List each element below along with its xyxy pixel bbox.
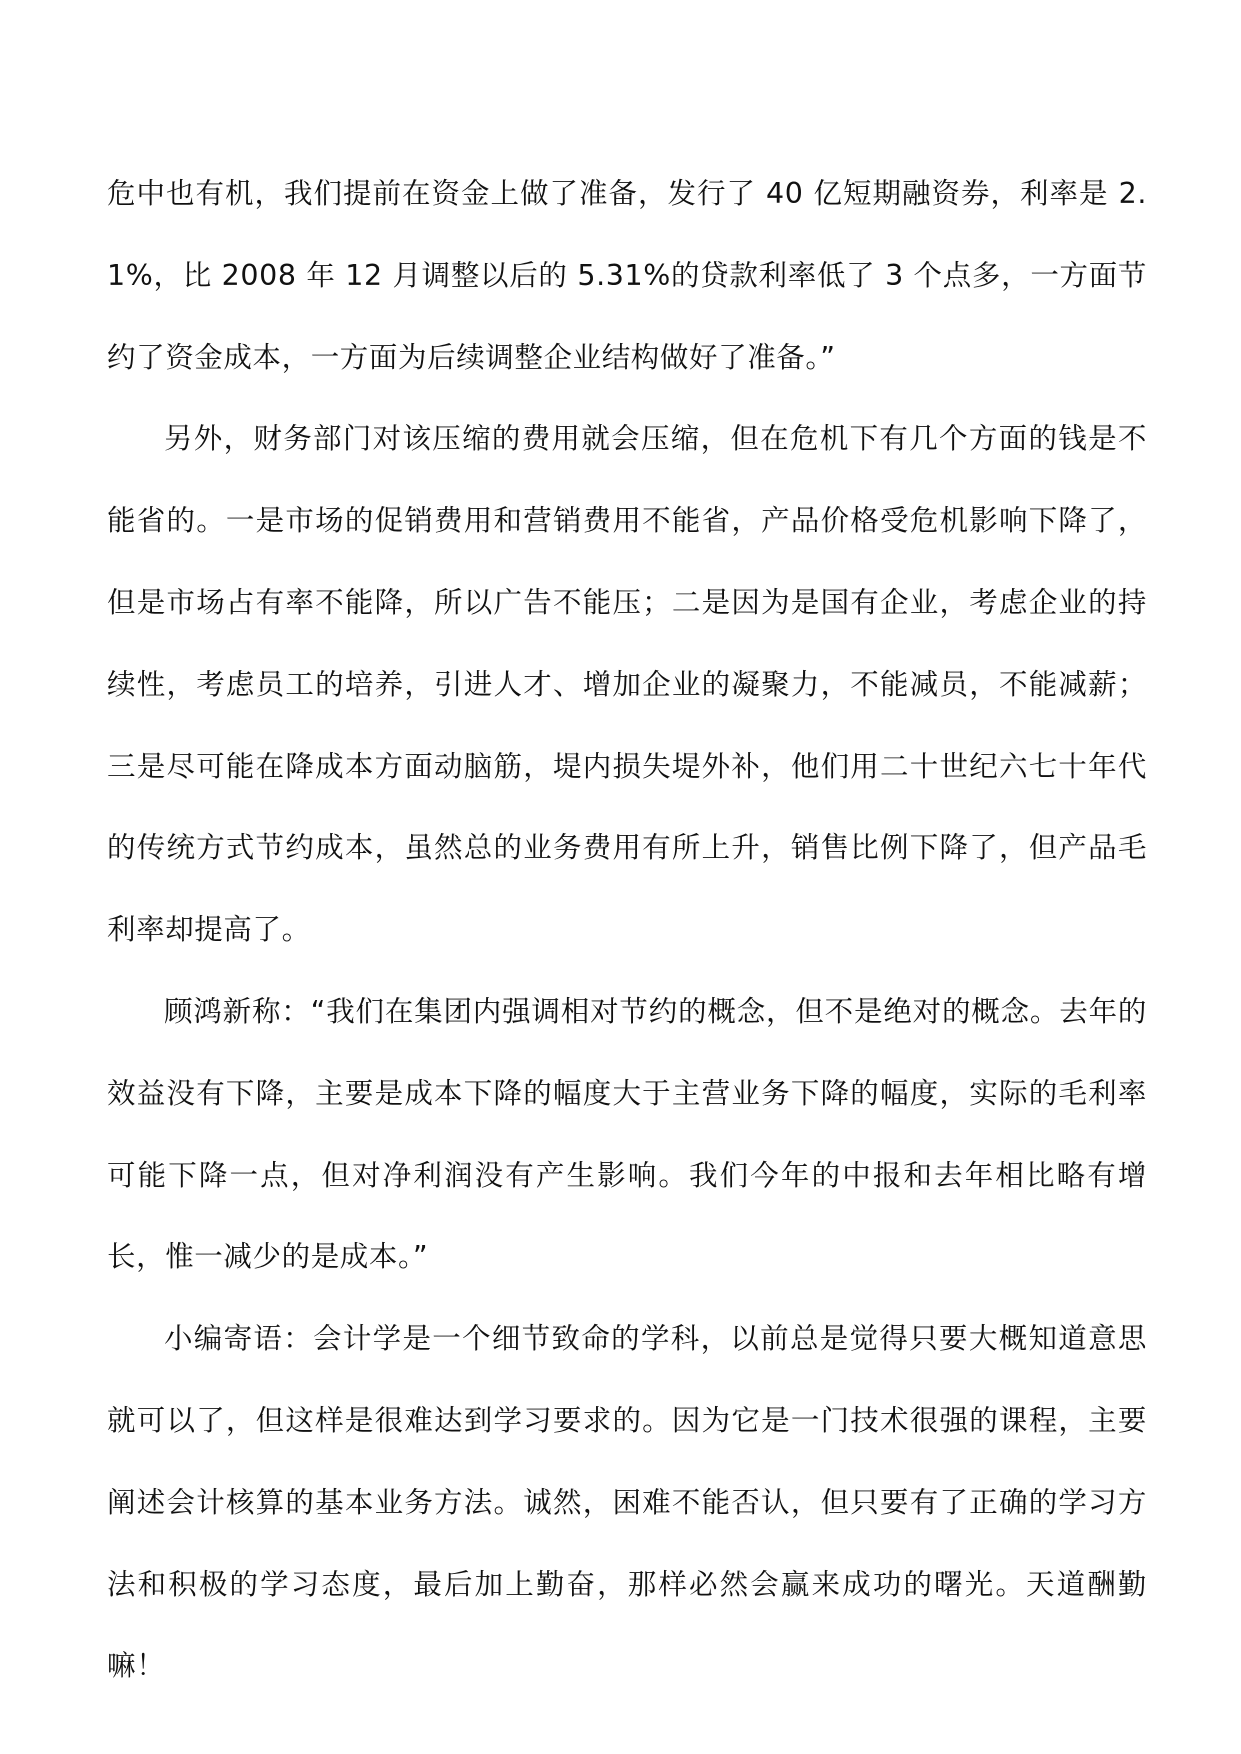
- paragraph-editor-note: 小编寄语：会计学是一个细节致命的学科，以前总是觉得只要大概知道意思就可以了，但这样是很难达到学习要求的。因为它是一门技术很强的课程，主要阐述会计核算的基本业务方法。诚然，困难不能否认，但只要有了正确的学习方法和积极的学习态度，最后加上勤奋，那样必然会赢来成功的曙光。天道酬勤嘛！: [107, 1322, 1147, 1683]
- article-body: [107, 153, 1147, 1707]
- paragraph-quote: 顾鸿新称：“我们在集团内强调相对节约的概念，但不是绝对的概念。去年的效益没有下降，主要是成本下降的幅度大于主营业务下降的幅度，实际的毛利率可能下降一点，但对净利润没有产生影响。我们今年的中报和去年相比略有增长，惟一减少的是成本。”: [107, 994, 1147, 1274]
- paragraph-financing: 危中也有机，我们提前在资金上做了准备，发行了 40 亿短期融资券，利率是 2.1%，比 2008 年 12 月调整以后的 5.31%的贷款利率低了 3 个点多，一方面节约了资金成本，一方面为后续调整企业结构做好了准备。”: [107, 177, 1147, 374]
- paragraph-cost-control: 另外，财务部门对该压缩的费用就会压缩，但在危机下有几个方面的钱是不能省的。一是市场的促销费用和营销费用不能省，产品价格受危机影响下降了，但是市场占有率不能降，所以广告不能压；二是因为是国有企业，考虑企业的持续性，考虑员工的培养，引进人才、增加企业的凝聚力，不能减员，不能减薪；三是尽可能在降成本方面动脑筋，堤内损失堤外补，他们用二十世纪六七十年代的传统方式节约成本，虽然总的业务费用有所上升，销售比例下降了，但产品毛利率却提高了。: [107, 422, 1147, 947]
